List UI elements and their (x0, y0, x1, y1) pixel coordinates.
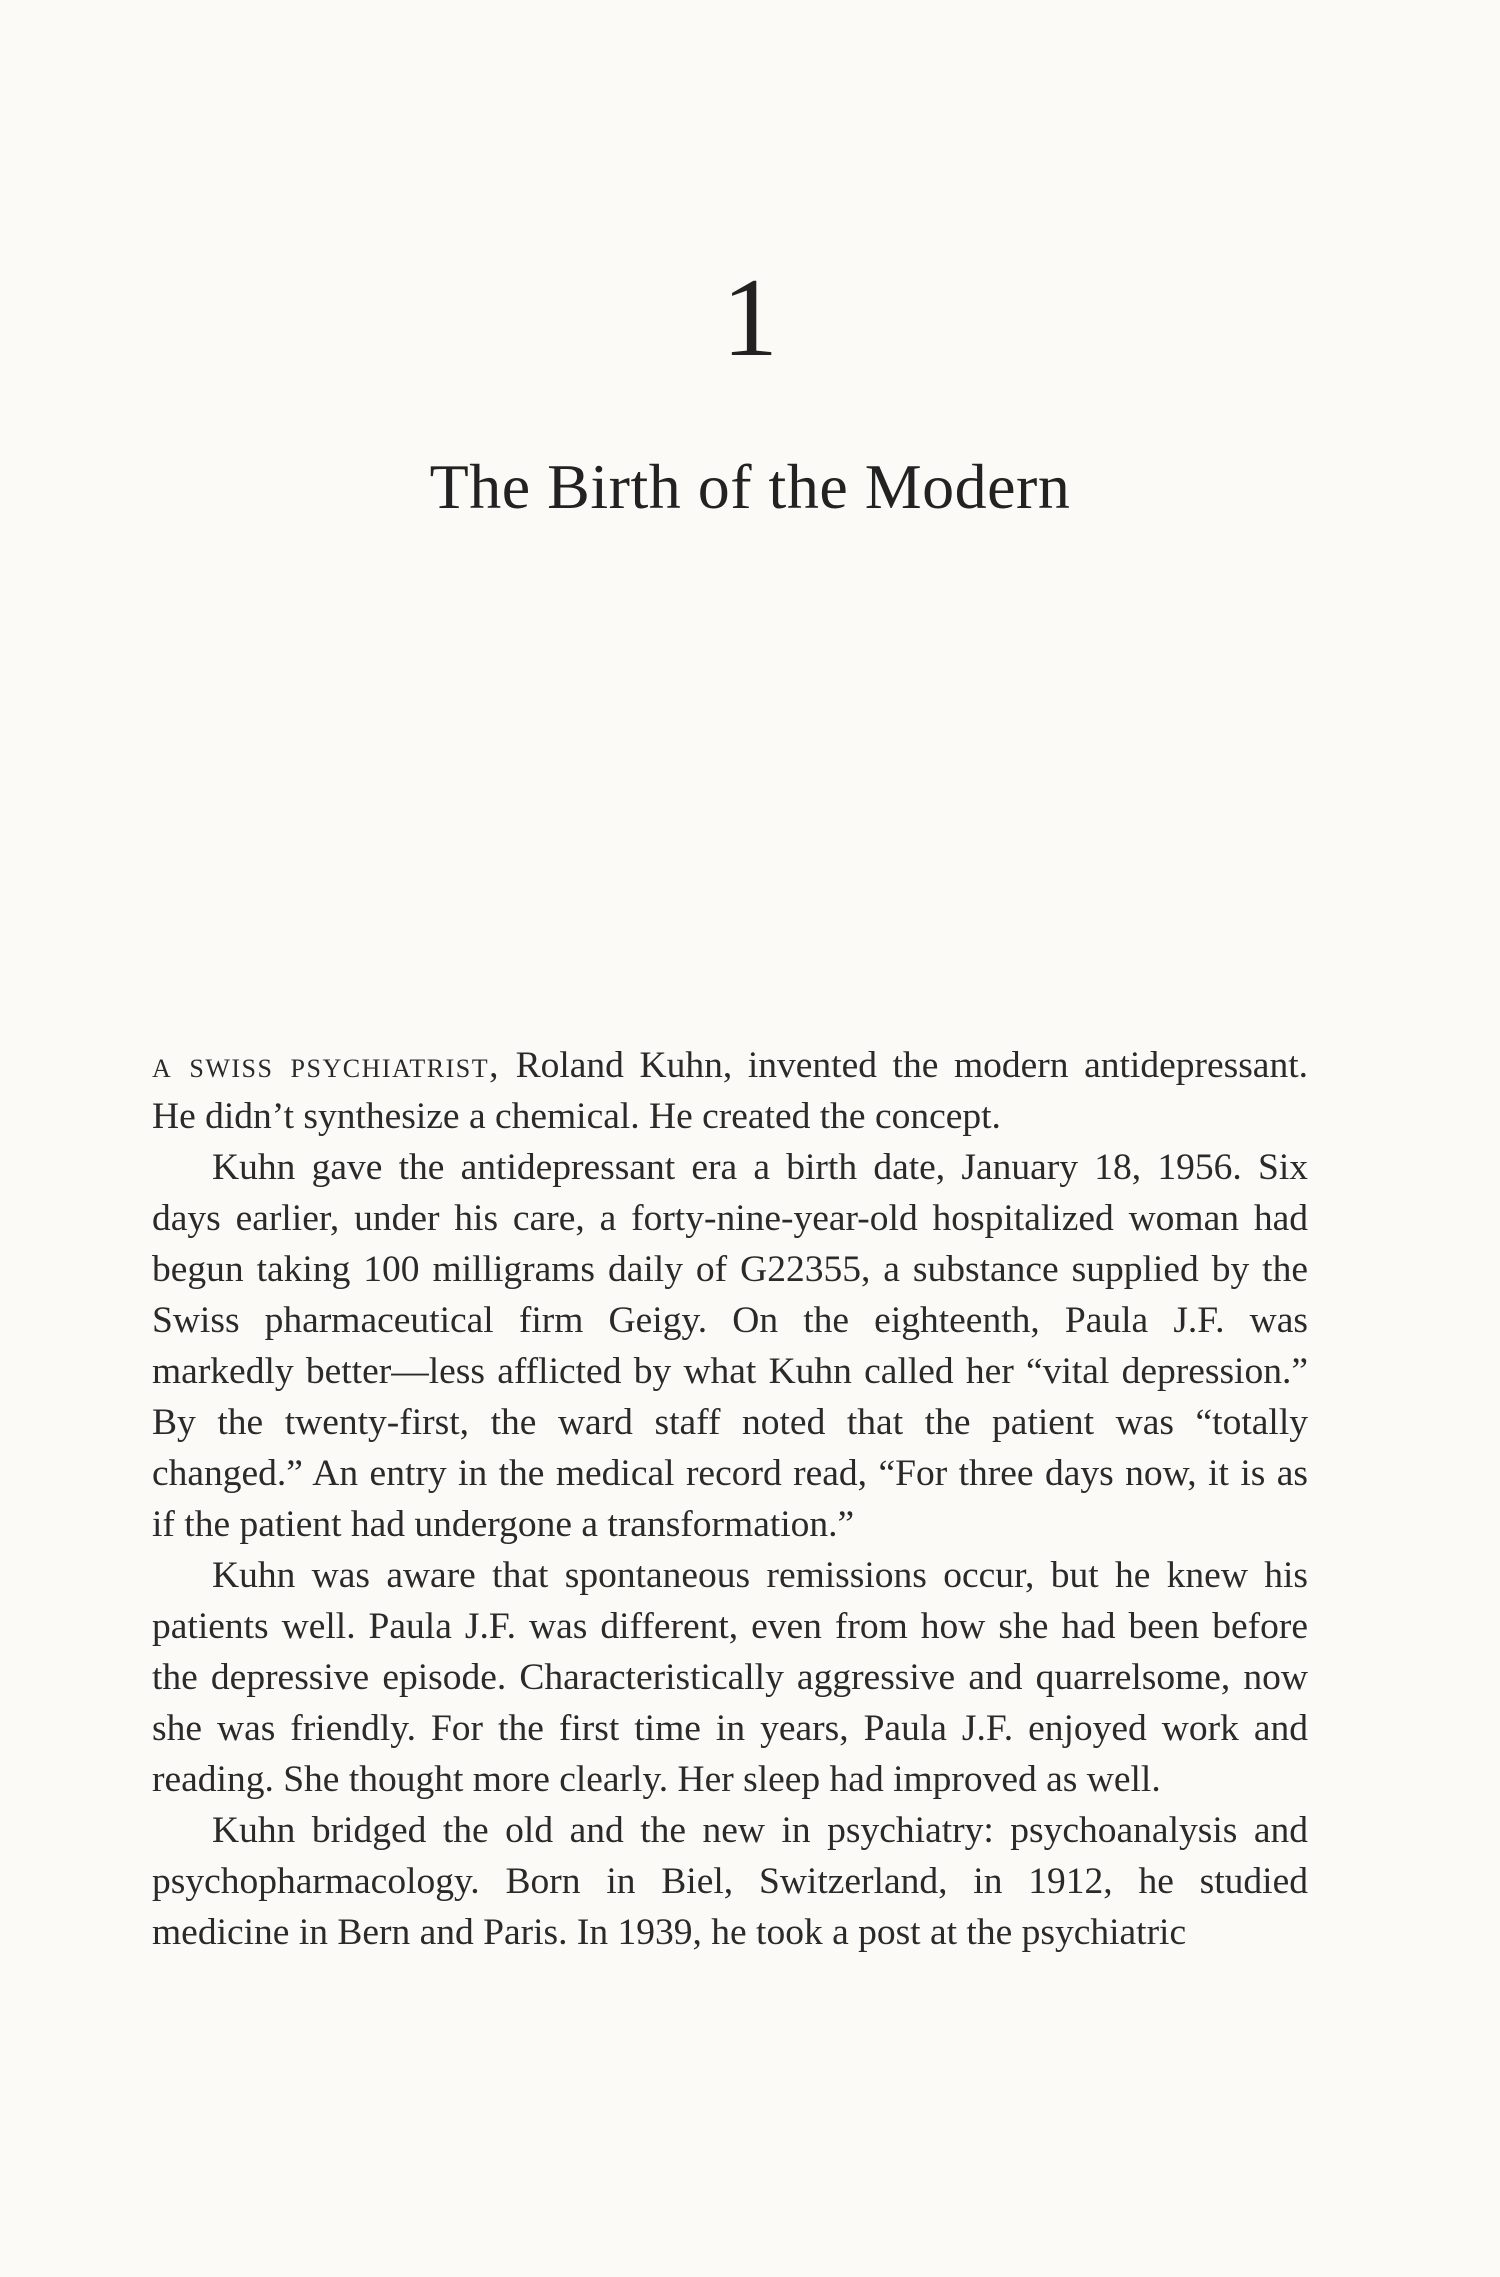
paragraph-1-text: Roland Kuhn, invented the modern antidepressant. He didn’t synthesize a chemical. He created the concept. (152, 1045, 1308, 1137)
chapter-number: 1 (722, 256, 778, 380)
paragraph-4: Kuhn bridged the old and the new in psychiatry: psychoanalysis and psychopharmacology. Born in Biel, Switzerland, in 1912, he studied medicine in Bern and Paris. In 1939, he took a post at the psychiatric (152, 1810, 1308, 1953)
paragraph-1 (152, 1040, 1308, 1142)
paragraph-3: Kuhn was aware that spontaneous remissions occur, but he knew his patients well. Paula J.F. was different, even from how she had been before the depressive episode. Characteristically aggressive and quarrelsome, now she was friendly. For the first time in years, Paula J.F. enjoyed work and reading. She thought more clearly. Her sleep had improved as well. (152, 1555, 1308, 1800)
opening-small-caps: a swiss psychiatrist, (152, 1045, 501, 1086)
paragraph-2: Kuhn gave the antidepressant era a birth date, January 18, 1956. Six days earlier, under his care, a forty-nine-year-old hospitalized woman had begun taking 100 milligrams daily of G22355, a substance supplied by the Swiss pharmaceutical firm Geigy. On the eighteenth, Paula J.F. was markedly better—less afflicted by what Kuhn called her “vital depression.” By the twenty-first, the ward staff noted that the patient was “totally changed.” An entry in the medical record read, “For three days now, it is as if the patient had undergone a transformation.” (152, 1147, 1308, 1545)
chapter-title: The Birth of the Modern (429, 451, 1071, 522)
chapter-body (152, 1040, 1308, 1958)
